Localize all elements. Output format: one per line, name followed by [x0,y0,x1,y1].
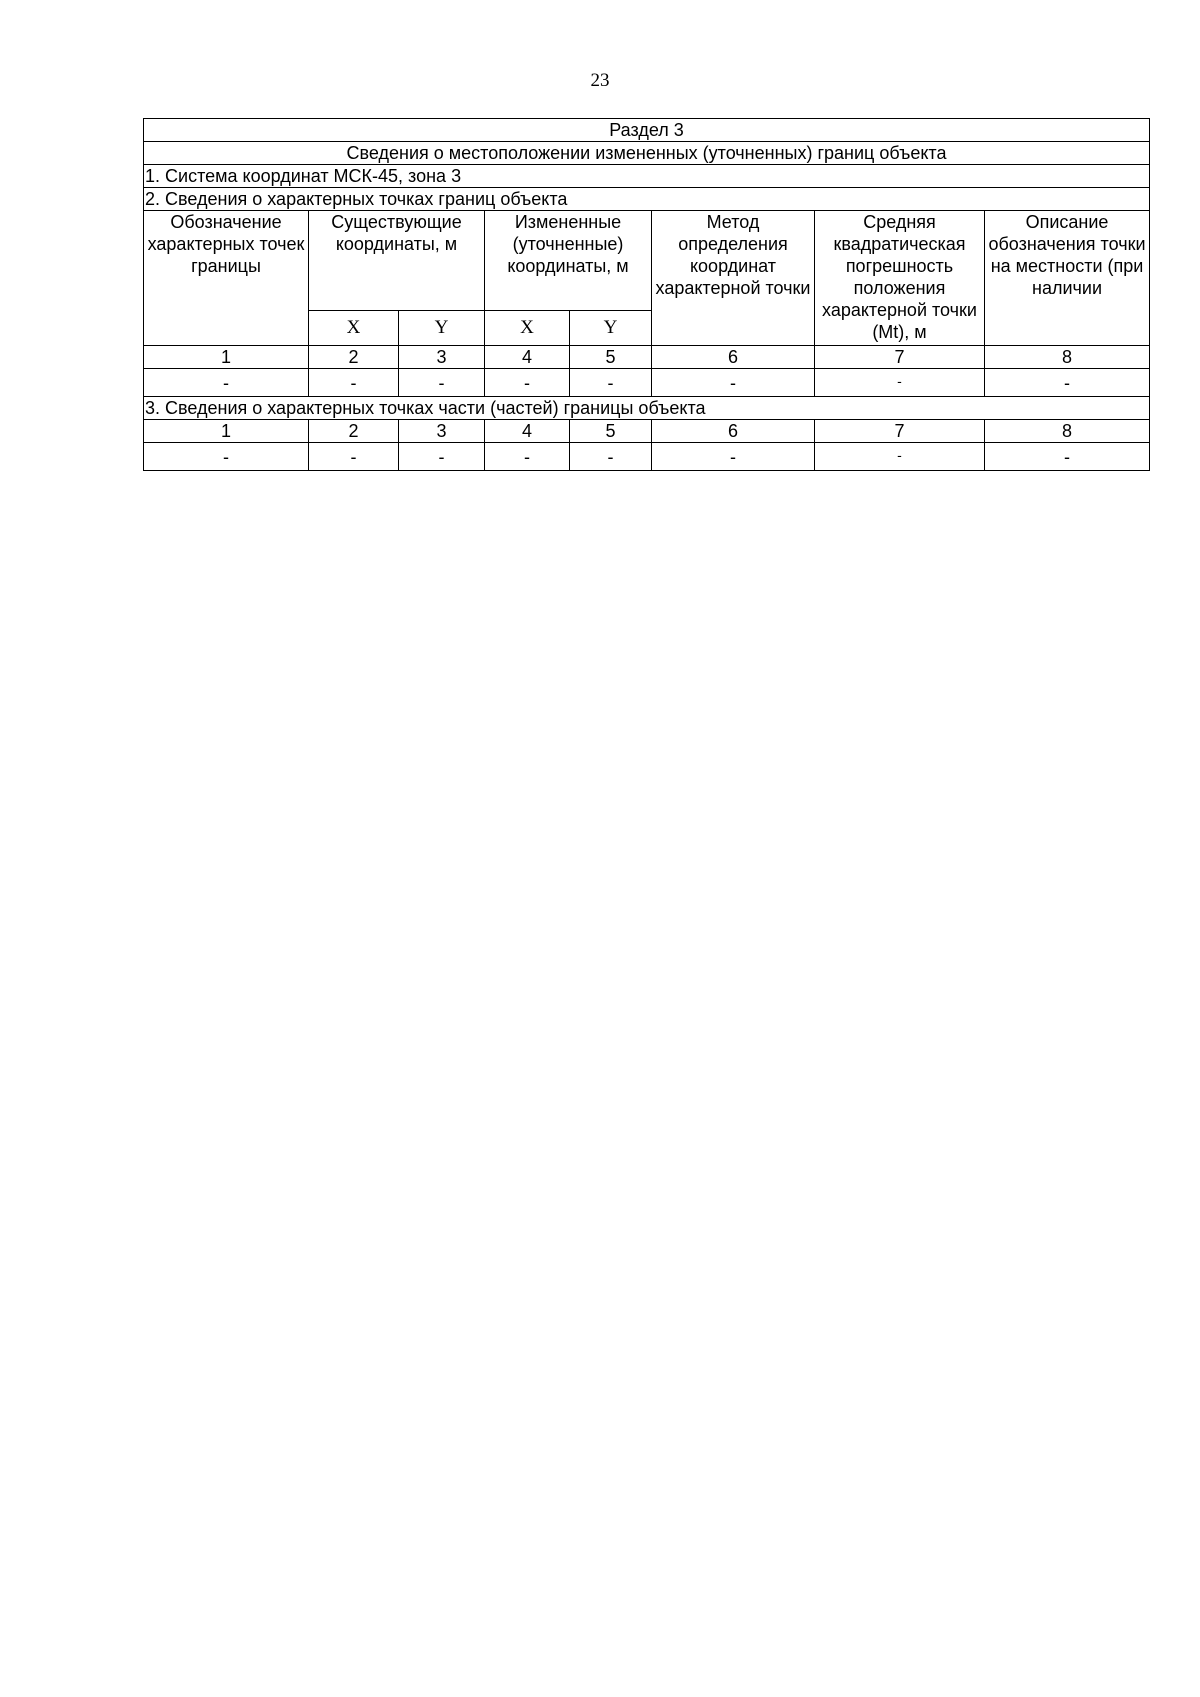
column-number: 7 [815,346,985,369]
table-cell: - [652,443,815,471]
table-cell: - [570,443,652,471]
col-header-method: Метод определения координат характерной точки [652,211,815,346]
column-number: 1 [144,346,309,369]
existing-x-header: X [309,311,399,346]
table-row [144,369,1150,397]
parts-heading-row [144,397,1150,420]
table-cell: - [309,369,399,397]
table-cell: - [815,369,985,397]
column-number: 5 [570,420,652,443]
table-cell: - [144,443,309,471]
section-title: Раздел 3 [144,119,1150,142]
column-number: 1 [144,420,309,443]
table-cell: - [485,443,570,471]
column-number: 3 [399,420,485,443]
table-cell: - [652,369,815,397]
section-subtitle: Сведения о местоположении измененных (уточненных) границ объекта [144,142,1150,165]
parts-heading: 3. Сведения о характерных точках части (частей) границы объекта [144,397,1150,420]
column-number: 6 [652,420,815,443]
column-number: 8 [985,346,1150,369]
boundary-points-table [143,118,1150,471]
existing-y-header: Y [399,311,485,346]
changed-x-header: X [485,311,570,346]
table-cell: - [399,443,485,471]
column-number: 5 [570,346,652,369]
page-number: 23 [590,70,610,91]
column-number: 4 [485,420,570,443]
points-heading: 2. Сведения о характерных точках границ объекта [144,188,1150,211]
col-header-existing-coords: Существующие координаты, м [309,211,485,311]
points-heading-row [144,188,1150,211]
section-title-row [144,119,1150,142]
table-cell: - [815,443,985,471]
column-number: 8 [985,420,1150,443]
column-numbers-row [144,420,1150,443]
table-cell: - [144,369,309,397]
coord-system: 1. Система координат МСК-45, зона 3 [144,165,1150,188]
column-number: 6 [652,346,815,369]
col-header-point-designation: Обозначение характерных точек границы [144,211,309,346]
column-number: 3 [399,346,485,369]
column-number: 2 [309,420,399,443]
table-cell: - [309,443,399,471]
changed-y-header: Y [570,311,652,346]
table-cell: - [399,369,485,397]
table-cell: - [485,369,570,397]
table-cell: - [985,369,1150,397]
column-header-row [144,211,1150,311]
column-number: 4 [485,346,570,369]
coord-system-row [144,165,1150,188]
table-row [144,443,1150,471]
section-subtitle-row [144,142,1150,165]
column-number: 7 [815,420,985,443]
table-cell: - [985,443,1150,471]
col-header-description: Описание обозначения точки на местности (при наличии [985,211,1150,346]
table-cell: - [570,369,652,397]
col-header-changed-coords: Измененные (уточненные) координаты, м [485,211,652,311]
column-number: 2 [309,346,399,369]
column-numbers-row [144,346,1150,369]
col-header-mean-error: Средняя квадратическая погрешность положения характерной точки (Mt), м [815,211,985,346]
